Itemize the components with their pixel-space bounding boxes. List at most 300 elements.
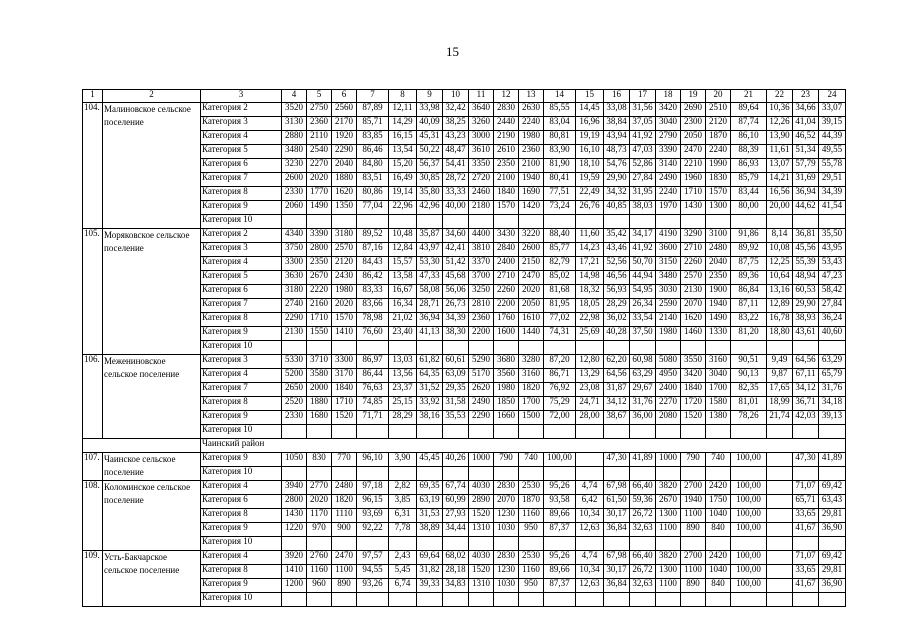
value-cell: 2400 xyxy=(656,383,681,397)
value-cell: 18,32 xyxy=(576,285,604,299)
value-cell: 34,17 xyxy=(630,229,656,243)
value-cell xyxy=(706,593,731,607)
value-cell xyxy=(332,537,357,551)
value-cell: 87,37 xyxy=(544,523,576,537)
value-cell: 63,19 xyxy=(417,495,443,509)
column-number-cell: 12 xyxy=(494,90,519,103)
value-cell: 1300 xyxy=(656,509,681,523)
value-cell: 36,02 xyxy=(604,313,630,327)
value-cell: 960 xyxy=(307,579,332,593)
value-cell: 2360 xyxy=(307,117,332,131)
value-cell xyxy=(793,215,819,229)
value-cell: 2330 xyxy=(282,411,307,425)
value-cell: 4950 xyxy=(656,369,681,383)
value-cell: 83,66 xyxy=(357,299,389,313)
value-cell: 42,41 xyxy=(443,243,469,257)
value-cell: 67,74 xyxy=(443,481,469,495)
value-cell: 38,03 xyxy=(630,201,656,215)
value-cell xyxy=(731,215,767,229)
value-cell: 2510 xyxy=(706,103,731,117)
value-cell: 3560 xyxy=(494,369,519,383)
settlement-number: 107. xyxy=(83,453,103,481)
value-cell: 29,35 xyxy=(443,383,469,397)
value-cell: 1700 xyxy=(519,397,544,411)
value-cell: 2350 xyxy=(307,257,332,271)
category-label: Категория 3 xyxy=(201,117,282,131)
value-cell xyxy=(307,537,332,551)
value-cell: 2610 xyxy=(494,145,519,159)
value-cell: 2190 xyxy=(494,131,519,145)
value-cell: 1490 xyxy=(706,313,731,327)
value-cell: 13,29 xyxy=(576,369,604,383)
value-cell xyxy=(357,537,389,551)
value-cell: 87,11 xyxy=(731,299,767,313)
value-cell: 100,00 xyxy=(731,523,767,537)
value-cell: 26,72 xyxy=(630,509,656,523)
category-label: Категория 4 xyxy=(201,551,282,565)
value-cell xyxy=(767,551,793,565)
value-cell: 34,12 xyxy=(793,383,819,397)
value-cell xyxy=(389,341,417,355)
value-cell: 1820 xyxy=(519,383,544,397)
value-cell xyxy=(417,593,443,607)
value-cell: 2260 xyxy=(494,285,519,299)
value-cell: 38,25 xyxy=(443,117,469,131)
value-cell: 2650 xyxy=(282,383,307,397)
value-cell xyxy=(604,593,630,607)
value-cell xyxy=(706,341,731,355)
value-cell xyxy=(656,593,681,607)
value-cell: 18,99 xyxy=(767,397,793,411)
value-cell: 10,08 xyxy=(767,243,793,257)
value-cell: 28,18 xyxy=(443,565,469,579)
value-cell: 1580 xyxy=(706,397,731,411)
value-cell: 2690 xyxy=(681,103,706,117)
value-cell: 1160 xyxy=(519,509,544,523)
value-cell: 2350 xyxy=(706,271,731,285)
value-cell: 60,99 xyxy=(443,495,469,509)
value-cell xyxy=(793,425,819,439)
value-cell: 13,58 xyxy=(389,271,417,285)
value-cell: 46,52 xyxy=(793,131,819,145)
category-label: Категория 9 xyxy=(201,523,282,537)
value-cell: 34,18 xyxy=(819,397,846,411)
value-cell: 2670 xyxy=(656,495,681,509)
value-cell: 78,98 xyxy=(357,313,389,327)
value-cell: 90,51 xyxy=(731,355,767,369)
value-cell: 1990 xyxy=(706,159,731,173)
value-cell: 14,45 xyxy=(576,103,604,117)
value-cell: 62,20 xyxy=(604,355,630,369)
value-cell xyxy=(576,593,604,607)
value-cell: 1160 xyxy=(307,565,332,579)
value-cell: 2570 xyxy=(681,271,706,285)
value-cell: 2080 xyxy=(656,411,681,425)
value-cell: 80,81 xyxy=(544,131,576,145)
value-cell: 84,80 xyxy=(357,159,389,173)
value-cell xyxy=(819,215,846,229)
value-cell: 80,86 xyxy=(357,187,389,201)
value-cell: 1710 xyxy=(332,397,357,411)
value-cell: 33,65 xyxy=(793,565,819,579)
value-cell: 2050 xyxy=(681,131,706,145)
value-cell: 29,81 xyxy=(819,509,846,523)
value-cell xyxy=(544,425,576,439)
value-cell: 75,29 xyxy=(544,397,576,411)
value-cell: 45,45 xyxy=(417,453,443,467)
value-cell xyxy=(706,537,731,551)
value-cell: 2200 xyxy=(469,327,494,341)
value-cell: 77,04 xyxy=(357,201,389,215)
value-cell xyxy=(494,341,519,355)
value-cell: 16,78 xyxy=(767,313,793,327)
value-cell: 1660 xyxy=(494,411,519,425)
value-cell xyxy=(681,341,706,355)
value-cell: 18,10 xyxy=(576,159,604,173)
value-cell: 970 xyxy=(307,523,332,537)
value-cell: 3810 xyxy=(469,243,494,257)
value-cell: 89,64 xyxy=(731,103,767,117)
value-cell: 47,30 xyxy=(604,453,630,467)
value-cell: 14,21 xyxy=(767,173,793,187)
value-cell: 82,79 xyxy=(544,257,576,271)
value-cell: 950 xyxy=(519,579,544,593)
value-cell: 43,46 xyxy=(604,243,630,257)
value-cell: 14,29 xyxy=(389,117,417,131)
value-cell: 3180 xyxy=(332,229,357,243)
value-cell xyxy=(443,467,469,481)
value-cell: 1220 xyxy=(282,523,307,537)
value-cell: 2830 xyxy=(494,103,519,117)
value-cell: 66,40 xyxy=(630,481,656,495)
value-cell xyxy=(417,467,443,481)
value-cell: 85,55 xyxy=(544,103,576,117)
value-cell: 83,22 xyxy=(731,313,767,327)
value-cell: 1000 xyxy=(469,453,494,467)
value-cell: 12,63 xyxy=(576,579,604,593)
column-number-cell: 23 xyxy=(793,90,819,103)
value-cell: 29,90 xyxy=(604,173,630,187)
category-label: Категория 6 xyxy=(201,159,282,173)
value-cell: 24,71 xyxy=(576,397,604,411)
value-cell: 38,89 xyxy=(417,523,443,537)
column-number-cell: 5 xyxy=(307,90,332,103)
value-cell: 11,61 xyxy=(767,145,793,159)
value-cell: 5170 xyxy=(469,369,494,383)
value-cell: 39,15 xyxy=(819,117,846,131)
value-cell xyxy=(767,215,793,229)
value-cell: 54,95 xyxy=(630,285,656,299)
value-cell: 86,42 xyxy=(357,271,389,285)
value-cell: 11,60 xyxy=(576,229,604,243)
value-cell: 30,17 xyxy=(604,565,630,579)
value-cell: 1030 xyxy=(494,523,519,537)
value-cell: 10,34 xyxy=(576,509,604,523)
value-cell xyxy=(307,467,332,481)
value-cell: 1770 xyxy=(307,187,332,201)
value-cell xyxy=(332,425,357,439)
value-cell xyxy=(819,467,846,481)
value-cell: 41,67 xyxy=(793,579,819,593)
value-cell: 2570 xyxy=(332,243,357,257)
table-row xyxy=(83,551,846,565)
value-cell: 41,92 xyxy=(630,131,656,145)
value-cell: 2750 xyxy=(307,103,332,117)
value-cell xyxy=(494,537,519,551)
value-cell: 840 xyxy=(706,523,731,537)
value-cell: 97,18 xyxy=(357,481,389,495)
value-cell: 40,09 xyxy=(417,117,443,131)
value-cell: 37,50 xyxy=(630,327,656,341)
value-cell: 2270 xyxy=(307,159,332,173)
value-cell: 92,22 xyxy=(357,523,389,537)
value-cell xyxy=(357,425,389,439)
value-cell: 3230 xyxy=(282,159,307,173)
value-cell: 2620 xyxy=(469,383,494,397)
value-cell xyxy=(793,341,819,355)
value-cell: 2170 xyxy=(332,117,357,131)
value-cell: 1200 xyxy=(282,579,307,593)
value-cell: 1460 xyxy=(681,327,706,341)
value-cell: 14,23 xyxy=(576,243,604,257)
value-cell: 18,80 xyxy=(767,327,793,341)
table-row xyxy=(83,229,846,243)
value-cell: 3580 xyxy=(307,369,332,383)
value-cell xyxy=(544,593,576,607)
value-cell: 22,49 xyxy=(576,187,604,201)
value-cell: 2240 xyxy=(706,145,731,159)
value-cell: 87,75 xyxy=(731,257,767,271)
value-cell: 2760 xyxy=(307,551,332,565)
value-cell: 2120 xyxy=(332,257,357,271)
value-cell: 36,00 xyxy=(630,411,656,425)
value-cell: 77,02 xyxy=(544,313,576,327)
value-cell: 3040 xyxy=(706,369,731,383)
value-cell xyxy=(767,425,793,439)
value-cell xyxy=(681,467,706,481)
value-cell: 5080 xyxy=(656,355,681,369)
column-number-cell: 8 xyxy=(389,90,417,103)
value-cell xyxy=(357,467,389,481)
value-cell: 63,09 xyxy=(443,369,469,383)
value-cell xyxy=(576,537,604,551)
value-cell xyxy=(307,341,332,355)
table-row xyxy=(83,453,846,467)
value-cell: 1600 xyxy=(494,327,519,341)
value-cell: 2150 xyxy=(519,257,544,271)
value-cell: 43,97 xyxy=(417,243,443,257)
value-cell: 2460 xyxy=(469,187,494,201)
value-cell: 12,11 xyxy=(389,103,417,117)
value-cell: 86,10 xyxy=(731,131,767,145)
value-cell: 3160 xyxy=(706,355,731,369)
value-cell: 1550 xyxy=(307,327,332,341)
value-cell: 93,58 xyxy=(544,495,576,509)
district-name: Чаинский район xyxy=(201,439,846,453)
value-cell: 2040 xyxy=(332,159,357,173)
value-cell: 2360 xyxy=(519,145,544,159)
value-cell xyxy=(767,579,793,593)
value-cell: 34,12 xyxy=(604,397,630,411)
value-cell: 83,85 xyxy=(357,131,389,145)
value-cell xyxy=(767,523,793,537)
value-cell xyxy=(681,215,706,229)
value-cell xyxy=(656,425,681,439)
value-cell: 3680 xyxy=(494,355,519,369)
column-number-cell: 15 xyxy=(576,90,604,103)
value-cell: 2110 xyxy=(307,131,332,145)
value-cell: 43,95 xyxy=(819,243,846,257)
value-cell: 3300 xyxy=(332,355,357,369)
value-cell: 43,23 xyxy=(443,131,469,145)
value-cell: 87,20 xyxy=(544,355,576,369)
value-cell xyxy=(357,593,389,607)
category-label: Категория 6 xyxy=(201,285,282,299)
value-cell: 12,26 xyxy=(767,117,793,131)
value-cell xyxy=(681,537,706,551)
value-cell: 61,50 xyxy=(604,495,630,509)
value-cell xyxy=(576,425,604,439)
category-label: Категория 4 xyxy=(201,257,282,271)
value-cell xyxy=(767,565,793,579)
value-cell: 1520 xyxy=(681,411,706,425)
value-cell: 1300 xyxy=(656,565,681,579)
value-cell: 1980 xyxy=(332,285,357,299)
value-cell: 27,84 xyxy=(819,299,846,313)
value-cell: 900 xyxy=(332,523,357,537)
value-cell: 23,37 xyxy=(389,383,417,397)
value-cell xyxy=(544,341,576,355)
value-cell: 2290 xyxy=(332,145,357,159)
value-cell: 2470 xyxy=(332,551,357,565)
value-cell: 69,35 xyxy=(417,481,443,495)
category-label: Категория 3 xyxy=(201,355,282,369)
value-cell: 74,85 xyxy=(357,397,389,411)
value-cell: 2070 xyxy=(681,299,706,313)
category-label: Категория 9 xyxy=(201,453,282,467)
value-cell: 1420 xyxy=(519,201,544,215)
value-cell xyxy=(630,215,656,229)
value-cell xyxy=(706,425,731,439)
value-cell: 3280 xyxy=(519,355,544,369)
value-cell: 3640 xyxy=(469,103,494,117)
value-cell: 3150 xyxy=(656,257,681,271)
value-cell: 2630 xyxy=(519,103,544,117)
value-cell: 21,02 xyxy=(389,313,417,327)
value-cell xyxy=(656,537,681,551)
value-cell: 4400 xyxy=(469,229,494,243)
value-cell: 1440 xyxy=(519,327,544,341)
value-cell xyxy=(731,593,767,607)
value-cell: 3040 xyxy=(656,117,681,131)
value-cell: 3600 xyxy=(656,243,681,257)
value-cell: 95,26 xyxy=(544,551,576,565)
value-cell: 32,42 xyxy=(443,103,469,117)
value-cell: 34,66 xyxy=(793,103,819,117)
value-cell xyxy=(389,425,417,439)
value-cell: 2020 xyxy=(332,299,357,313)
value-cell: 1310 xyxy=(469,579,494,593)
value-cell: 33,54 xyxy=(630,313,656,327)
value-cell: 13,90 xyxy=(767,131,793,145)
settlement-number: 108. xyxy=(83,481,103,551)
value-cell: 31,87 xyxy=(604,383,630,397)
value-cell: 2240 xyxy=(519,117,544,131)
value-cell: 16,67 xyxy=(389,285,417,299)
value-cell: 81,01 xyxy=(731,397,767,411)
value-cell: 41,54 xyxy=(819,201,846,215)
value-cell: 93,69 xyxy=(357,509,389,523)
value-cell: 31,56 xyxy=(630,103,656,117)
value-cell xyxy=(469,215,494,229)
value-cell: 1100 xyxy=(681,509,706,523)
value-cell xyxy=(307,215,332,229)
value-cell: 3350 xyxy=(469,159,494,173)
value-cell: 3260 xyxy=(469,117,494,131)
value-cell: 1410 xyxy=(332,327,357,341)
value-cell: 31,76 xyxy=(630,397,656,411)
value-cell: 83,04 xyxy=(544,117,576,131)
value-cell xyxy=(681,593,706,607)
value-cell: 2710 xyxy=(681,243,706,257)
value-cell: 1620 xyxy=(681,313,706,327)
value-cell: 100,00 xyxy=(544,453,576,467)
value-cell xyxy=(282,537,307,551)
value-cell: 1100 xyxy=(656,523,681,537)
value-cell: 53,43 xyxy=(819,257,846,271)
value-cell: 89,66 xyxy=(544,509,576,523)
value-cell: 1050 xyxy=(282,453,307,467)
value-cell: 83,33 xyxy=(357,285,389,299)
category-label: Категория 8 xyxy=(201,397,282,411)
value-cell: 1710 xyxy=(681,187,706,201)
value-cell: 2020 xyxy=(307,173,332,187)
value-cell: 60,98 xyxy=(630,355,656,369)
value-cell: 1980 xyxy=(656,327,681,341)
value-cell: 87,16 xyxy=(357,243,389,257)
value-cell: 1110 xyxy=(332,509,357,523)
value-cell: 100,00 xyxy=(731,481,767,495)
value-cell xyxy=(282,341,307,355)
value-cell: 3820 xyxy=(656,481,681,495)
settlement-number: 109. xyxy=(83,551,103,607)
value-cell: 3390 xyxy=(307,229,332,243)
column-number-row xyxy=(83,90,846,103)
value-cell: 950 xyxy=(519,523,544,537)
value-cell: 1720 xyxy=(681,397,706,411)
value-cell xyxy=(332,593,357,607)
value-cell: 93,26 xyxy=(357,579,389,593)
value-cell: 3300 xyxy=(282,257,307,271)
value-cell: 15,57 xyxy=(389,257,417,271)
value-cell: 4,74 xyxy=(576,551,604,565)
value-cell: 13,16 xyxy=(767,285,793,299)
value-cell: 2200 xyxy=(494,299,519,313)
value-cell: 71,07 xyxy=(793,481,819,495)
value-cell: 2020 xyxy=(307,495,332,509)
value-cell: 64,56 xyxy=(793,355,819,369)
value-cell: 3250 xyxy=(469,285,494,299)
value-cell: 3610 xyxy=(469,145,494,159)
value-cell: 38,84 xyxy=(604,117,630,131)
value-cell: 72,00 xyxy=(544,411,576,425)
value-cell: 18,05 xyxy=(576,299,604,313)
value-cell xyxy=(630,425,656,439)
value-cell: 2420 xyxy=(706,481,731,495)
value-cell xyxy=(604,537,630,551)
value-cell: 1760 xyxy=(494,313,519,327)
settlement-number: 106. xyxy=(83,355,103,439)
